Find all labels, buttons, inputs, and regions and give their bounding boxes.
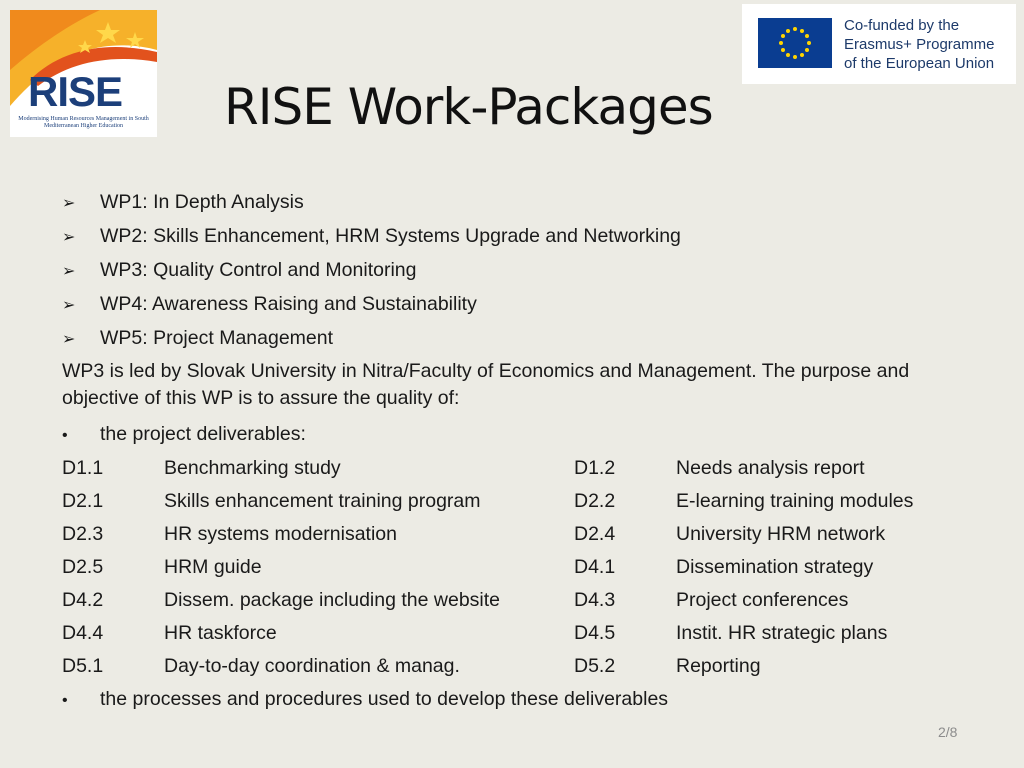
eu-flag-icon bbox=[758, 18, 832, 68]
wp3-description: WP3 is led by Slovak University in Nitra/Faculty of Economics and Management. The purpose and objective of this WP is to assure the quality of: bbox=[62, 360, 910, 409]
table-row bbox=[62, 551, 982, 584]
deliverable-name: E-learning training modules bbox=[676, 490, 914, 512]
deliverable-id: D5.2 bbox=[574, 655, 616, 677]
arrow-bullet-icon: ➢ bbox=[62, 195, 76, 212]
deliverable-id: D2.5 bbox=[62, 556, 104, 578]
wp-label: WP5: Project Management bbox=[100, 327, 334, 349]
deliverables-table bbox=[62, 452, 982, 683]
deliverable-name: Project conferences bbox=[676, 589, 849, 611]
deliverable-id: D1.1 bbox=[62, 457, 104, 479]
wp-label: WP3: Quality Control and Monitoring bbox=[100, 259, 417, 281]
deliverable-name: Day-to-day coordination & manag. bbox=[164, 655, 460, 677]
deliverable-name: Reporting bbox=[676, 655, 761, 677]
arrow-bullet-icon: ➢ bbox=[62, 297, 76, 314]
table-row bbox=[62, 584, 982, 617]
deliverable-name: Dissemination strategy bbox=[676, 556, 874, 578]
wp-list-item bbox=[62, 186, 982, 220]
deliverable-id: D5.1 bbox=[62, 655, 104, 677]
deliverable-name: HR taskforce bbox=[164, 622, 277, 644]
deliverable-id: D4.4 bbox=[62, 622, 104, 644]
quality-bullet-text: the project deliverables: bbox=[100, 423, 306, 445]
deliverable-name: Needs analysis report bbox=[676, 457, 865, 479]
eu-badge-line: of the European Union bbox=[844, 55, 995, 72]
eu-badge-text bbox=[844, 16, 1012, 73]
wp-label: WP2: Skills Enhancement, HRM Systems Upgrade and Networking bbox=[100, 225, 681, 247]
table-row bbox=[62, 452, 982, 485]
rise-wordmark: RISE bbox=[28, 68, 123, 115]
deliverable-name: Benchmarking study bbox=[164, 457, 341, 479]
deliverable-id: D1.2 bbox=[574, 457, 616, 479]
deliverable-id: D2.1 bbox=[62, 490, 104, 512]
deliverable-name: Dissem. package including the website bbox=[164, 589, 501, 611]
slide-body bbox=[62, 186, 982, 717]
deliverable-name: University HRM network bbox=[676, 523, 886, 545]
deliverable-name: HR systems modernisation bbox=[164, 523, 397, 545]
deliverable-id: D2.4 bbox=[574, 523, 616, 545]
arrow-bullet-icon: ➢ bbox=[62, 263, 76, 280]
wp-list-item bbox=[62, 322, 982, 356]
arrow-bullet-icon: ➢ bbox=[62, 331, 76, 348]
deliverable-id: D4.5 bbox=[574, 622, 616, 644]
table-row bbox=[62, 485, 982, 518]
eu-cofunded-badge bbox=[742, 4, 1016, 84]
deliverable-name: Instit. HR strategic plans bbox=[676, 622, 888, 644]
deliverable-id: D4.2 bbox=[62, 589, 104, 611]
processes-bullet-text: the processes and procedures used to develop these deliverables bbox=[100, 688, 669, 710]
rise-tagline: Modernising Human Resources Management in South Mediterranean Higher Education bbox=[18, 116, 149, 129]
wp-list-item bbox=[62, 254, 982, 288]
dot-bullet-icon: • bbox=[62, 692, 68, 709]
deliverable-id: D2.2 bbox=[574, 490, 616, 512]
eu-badge-line: Co-funded by the bbox=[844, 17, 960, 34]
rise-logo bbox=[10, 10, 157, 137]
table-row bbox=[62, 518, 982, 551]
deliverable-name: Skills enhancement training program bbox=[164, 490, 481, 512]
wp-list-item bbox=[62, 288, 982, 322]
arrow-bullet-icon: ➢ bbox=[62, 229, 76, 246]
wp-label: WP1: In Depth Analysis bbox=[100, 191, 304, 213]
dot-bullet-icon: • bbox=[62, 427, 68, 444]
deliverable-id: D2.3 bbox=[62, 523, 104, 545]
processes-bullet bbox=[62, 683, 982, 717]
deliverable-id: D4.3 bbox=[574, 589, 616, 611]
deliverable-name: HRM guide bbox=[164, 556, 262, 578]
deliverable-id: D4.1 bbox=[574, 556, 616, 578]
slide-title: RISE Work-Packages bbox=[224, 78, 713, 136]
wp-list-item bbox=[62, 220, 982, 254]
page-number: 2/8 bbox=[938, 724, 958, 740]
wp-label: WP4: Awareness Raising and Sustainability bbox=[100, 293, 477, 315]
table-row bbox=[62, 650, 982, 683]
table-row bbox=[62, 617, 982, 650]
quality-bullet bbox=[62, 418, 982, 452]
eu-badge-line: Erasmus+ Programme bbox=[844, 36, 995, 53]
